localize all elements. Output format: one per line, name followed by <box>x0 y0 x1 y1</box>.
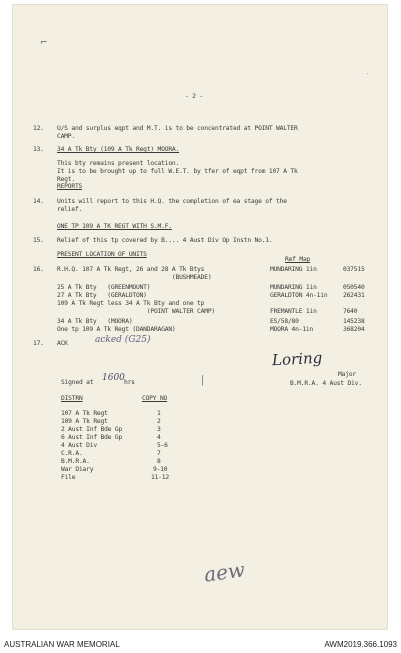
ref-map-heading: Ref Map <box>285 256 311 263</box>
page-number: - 2 - <box>185 93 203 100</box>
distribution-recipient: 107 A Tk Regt <box>61 410 108 417</box>
location-unit: 109 A Tk Regt less 34 A Tk Bty and one tp <box>57 300 205 307</box>
location-unit: (POINT WALTER CAMP) <box>57 308 216 315</box>
distribution-copy: 2 <box>157 418 161 425</box>
signed-at-suffix: hrs <box>124 379 135 386</box>
footer-institution: AUSTRALIAN WAR MEMORIAL <box>4 640 120 649</box>
handwritten-ack: acked (G25) <box>95 335 151 345</box>
archive-footer <box>0 636 401 653</box>
distribution-heading: DISTRN <box>61 395 83 402</box>
location-map: MUNDARING 1in <box>270 284 317 291</box>
location-map: FREMANTLE 1in <box>270 308 317 315</box>
location-map: MOORA 4n-1in <box>270 326 314 333</box>
location-ref: 037515 <box>343 266 365 273</box>
para-17-number: 17. <box>33 340 44 347</box>
signature-scrawl: Loring <box>271 348 323 370</box>
para-14-number: 14. <box>33 198 44 205</box>
bottom-scrawl: aew <box>202 557 247 587</box>
location-map: GERALDTON 4n-1in <box>270 292 328 299</box>
distribution-copy: 5-6 <box>157 442 168 449</box>
location-unit: One tp 109 A Tk Regt (DANDARAGAN) <box>57 326 176 333</box>
para-16-number: 16. <box>33 266 44 273</box>
signed-at-time: 1600 <box>102 373 125 383</box>
distribution-copy: 8 <box>157 458 161 465</box>
distribution-recipient: 4 Aust Div <box>61 442 97 449</box>
signature-rank: Major <box>338 371 356 378</box>
pencil-tick-icon: ╲ <box>198 375 207 386</box>
para-14-text: Units will report to this H.Q. the completion of ea stage of the <box>57 198 287 205</box>
distribution-copy: 9-10 <box>153 466 168 473</box>
present-location-heading: PRESENT LOCATION OF UNITS <box>57 251 147 258</box>
distribution-copy: 11-12 <box>151 474 169 481</box>
distribution-copy: 3 <box>157 426 161 433</box>
para-14-text: relief. <box>57 206 83 213</box>
pencil-mark-icon: ′ <box>367 72 369 80</box>
distribution-copy: 1 <box>157 410 161 417</box>
location-ref: 7640 <box>343 308 358 315</box>
location-map: ES/58/80 <box>270 318 299 325</box>
location-unit: R.H.Q. 107 A Tk Regt, 26 and 28 A Tk Btys <box>57 266 205 273</box>
location-unit: (BUSHMEADE) <box>57 274 212 281</box>
distribution-recipient: 2 Aust Inf Bde Gp <box>61 426 123 433</box>
location-unit: 27 A Tk Bty (GERALDTON) <box>57 292 147 299</box>
para-13-heading: 34 A Tk Bty (109 A Tk Regt) MOORA. <box>57 146 180 153</box>
distribution-recipient: File <box>61 474 76 481</box>
location-ref: 368204 <box>343 326 365 333</box>
location-unit: 25 A Tk Bty (GREENMOUNT) <box>57 284 151 291</box>
para-13-number: 13. <box>33 146 44 153</box>
pencil-mark-icon: ⌐ <box>40 38 48 48</box>
distribution-recipient: 6 Aust Inf Bde Gp <box>61 434 123 441</box>
distribution-copy: 7 <box>157 450 161 457</box>
one-tp-heading: ONE TP 109 A TK REGT WITH S.M.F. <box>57 223 172 230</box>
location-ref: 145238 <box>343 318 365 325</box>
para-13-text: Regt. <box>57 176 75 183</box>
location-ref: 262431 <box>343 292 365 299</box>
footer-reference: AWM2019.366.1093 <box>324 640 397 649</box>
para-15-number: 15. <box>33 237 44 244</box>
para-12-number: 12. <box>33 125 44 132</box>
distribution-recipient: B.M.R.A. <box>61 458 90 465</box>
reports-heading: REPORTS <box>57 183 83 190</box>
location-ref: 050540 <box>343 284 365 291</box>
distribution-recipient: 109 A Tk Regt <box>61 418 108 425</box>
para-17-text: ACK <box>57 340 68 347</box>
para-15-text: Relief of this tp covered by B.... 4 Aust Div Op Instn No.1. <box>57 237 273 244</box>
location-unit: 34 A Tk Bty (MOORA) <box>57 318 133 325</box>
para-12-text: CAMP. <box>57 133 75 140</box>
para-13-text: This bty remains present location. <box>57 160 180 167</box>
signed-at-label: Signed at <box>61 379 94 386</box>
distribution-recipient: C.R.A. <box>61 450 83 457</box>
signature-appointment: B.M.R.A. 4 Aust Div. <box>290 380 362 387</box>
distribution-recipient: War Diary <box>61 466 94 473</box>
location-map: MUNDARING 1in <box>270 266 317 273</box>
para-12-text: U/S and surplus eqpt and M.T. is to be concentrated at POINT WALTER <box>57 125 298 132</box>
copy-no-heading: COPY NO <box>142 395 168 402</box>
distribution-copy: 4 <box>157 434 161 441</box>
para-13-text: It is to be brought up to full W.E.T. by tfer of eqpt from 107 A Tk <box>57 168 298 175</box>
